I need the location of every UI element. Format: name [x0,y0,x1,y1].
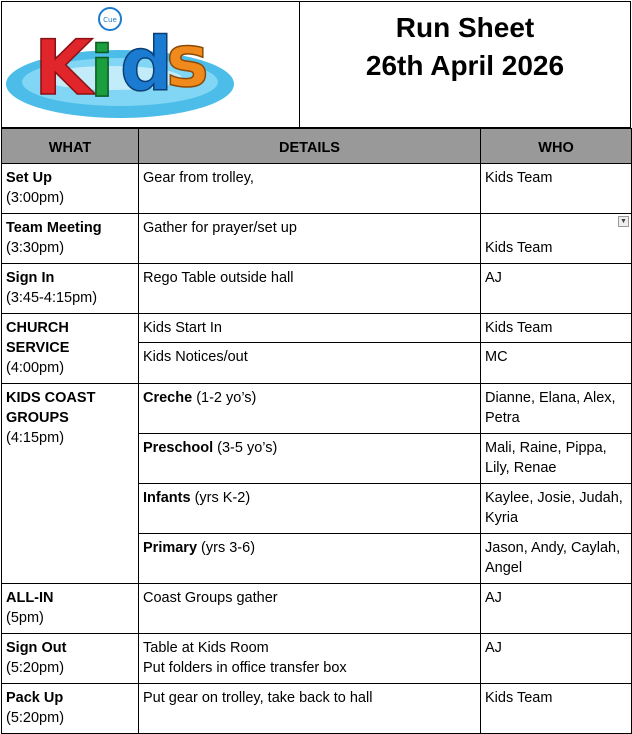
what-cell [2,384,139,584]
what-title: Team Meeting [6,220,102,236]
group-ages: (3-5 yo’s) [217,440,278,456]
table-header-row [2,129,632,164]
what-time: (3:45-4:15pm) [6,290,98,306]
what-cell [2,634,139,684]
what-cell [2,584,139,634]
logo-letter-s: s [166,19,209,103]
group-name: Primary [143,540,198,556]
who-cell: AJ [481,584,632,634]
column-header-who: WHO [481,129,632,164]
who-spacer [485,218,627,238]
column-header-what: WHAT [2,129,139,164]
details-cell [139,634,481,684]
group-ages: (1-2 yo’s) [196,390,257,406]
what-title: Pack Up [6,690,64,706]
details-cell [139,384,481,434]
table-row [2,314,632,343]
details-cell [139,484,481,534]
column-header-details: DETAILS [139,129,481,164]
what-time: (4:15pm) [6,430,65,446]
group-name: Infants [143,490,191,506]
group-name: Creche [143,390,193,406]
who-cell: Dianne, Elana, Alex, Petra [481,384,632,434]
what-time: (5:20pm) [6,710,65,726]
logo-letter-k: K [34,23,93,112]
group-ages: (yrs K-2) [194,490,251,506]
who-cell: AJ [481,264,632,314]
what-title: KIDS COAST GROUPS [6,390,96,426]
who-cell [481,214,632,264]
what-time: (3:30pm) [6,240,65,256]
details-cell [139,534,481,584]
who-cell: Kids Team [481,684,632,734]
page-date: 26th April 2026 [365,50,565,81]
logo-cell [1,1,300,128]
details-cell: Coast Groups gather [139,584,481,634]
header [0,0,632,130]
who-value: Kids Team [485,240,553,256]
details-line: Put folders in office transfer box [143,660,347,676]
what-time: (3:00pm) [6,190,65,206]
details-cell: Kids Start In [139,314,481,343]
table-row [2,634,632,684]
table-row [2,584,632,634]
logo-letter-d: d [120,22,173,108]
who-cell: Jason, Andy, Caylah, Angel [481,534,632,584]
table-row [2,684,632,734]
what-cell [2,164,139,214]
details-cell: Rego Table outside hall [139,264,481,314]
details-cell: Gather for prayer/set up [139,214,481,264]
details-cell: Kids Notices/out [139,343,481,384]
kids-logo [2,2,299,127]
run-sheet-table [1,128,632,734]
logo-badge-text: Cue [103,16,117,24]
group-ages: (yrs 3-6) [201,540,256,556]
what-cell [2,684,139,734]
what-time: (4:00pm) [6,360,65,376]
who-cell: Kids Team [481,164,632,214]
table-row [2,214,632,264]
page-title: Run Sheet [395,12,535,43]
what-time: (5pm) [6,610,44,626]
chevron-down-icon[interactable]: ▼ [618,216,629,227]
what-title: ALL-IN [6,590,54,606]
details-line: Table at Kids Room [143,640,269,656]
what-cell [2,264,139,314]
what-cell [2,314,139,384]
table-row [2,384,632,434]
what-cell [2,214,139,264]
table-row [2,264,632,314]
logo-letter-i: i [90,31,114,113]
details-cell: Put gear on trolley, take back to hall [139,684,481,734]
who-cell: Kaylee, Josie, Judah, Kyria [481,484,632,534]
who-cell: MC [481,343,632,384]
title-cell [300,1,631,128]
details-cell: Gear from trolley, [139,164,481,214]
who-cell: AJ [481,634,632,684]
who-cell: Mali, Raine, Pippa, Lily, Renae [481,434,632,484]
group-name: Preschool [143,440,214,456]
who-cell: Kids Team [481,314,632,343]
details-cell [139,434,481,484]
what-title: Sign In [6,270,55,286]
what-title: Sign Out [6,640,67,656]
what-title: CHURCH SERVICE [6,320,70,356]
what-time: (5:20pm) [6,660,65,676]
table-row [2,164,632,214]
what-title: Set Up [6,170,52,186]
